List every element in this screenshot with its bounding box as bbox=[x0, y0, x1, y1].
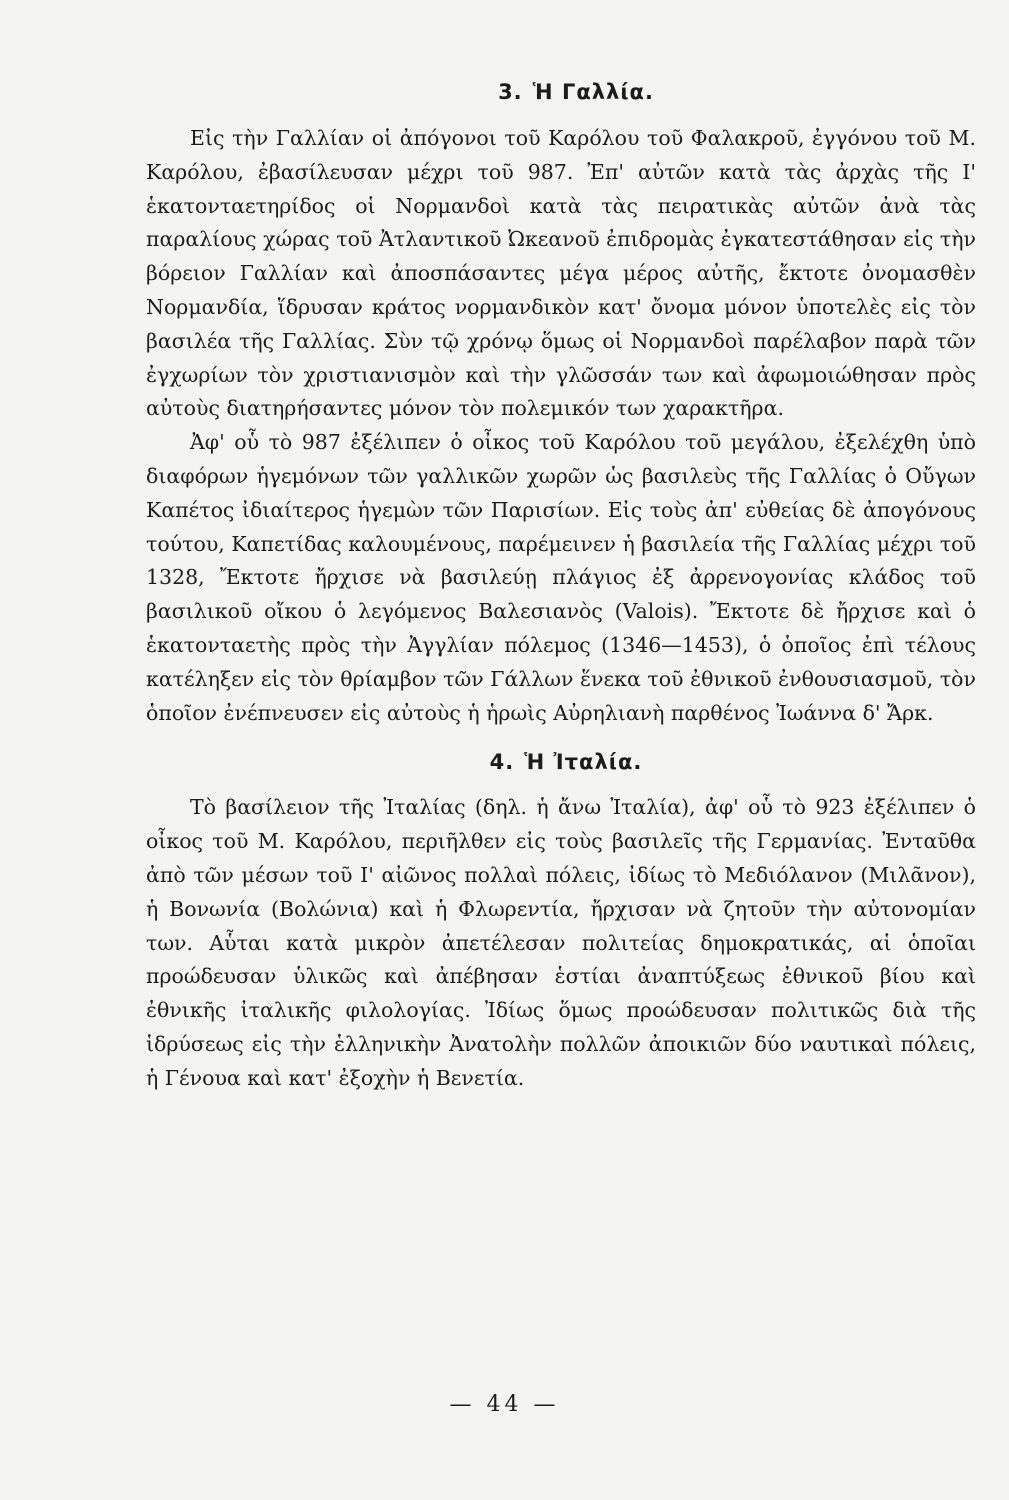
page-number: — 44 — bbox=[449, 1392, 560, 1417]
paragraph: Εἰς τὴν Γαλλίαν οἱ ἀπόγονοι τοῦ Καρόλου τοῦ Φαλακροῦ, ἐγγόνου τοῦ Μ. Καρόλου, ἐβασίλευσαν μέχρι τοῦ 987. Ἐπ' αὐτῶν κατὰ τὰς ἀρχὰς τῆς Ι' ἑκατονταετηρίδος οἱ Νορμανδοὶ κατὰ τὰς πειρατικὰς αὐτῶν ἀνὰ τὰς παραλίους χώρας τοῦ Ἀτλαντικοῦ Ὠκεανοῦ ἐπιδρομὰς ἐγκατεστάθησαν εἰς τὴν βόρειον Γαλλίαν καὶ ἀποσπάσαντες μέγα μέρος αὐτῆς, ἔκτοτε ὀνομασθὲν Νορμανδία, ἵδρυσαν κράτος νορμανδικὸν κατ' ὄνομα μόνον ὑποτελὲς εἰς τὸν βασιλέα τῆς Γαλλίας. Σὺν τῷ χρόνῳ ὅμως οἱ Νορμανδοὶ παρέλαβον παρὰ τῶν ἐγχωρίων τὸν χριστιανισμὸν καὶ τὴν γλῶσσάν των καὶ ἀφωμοιώθησαν πρὸς αὐτοὺς διατηρήσαντες μόνον τὸν πολεμικόν των χαρακτῆρα. bbox=[146, 126, 976, 421]
paragraph: Ἀφ' οὗ τὸ 987 ἐξέλιπεν ὁ οἶκος τοῦ Καρόλου τοῦ μεγάλου, ἐξελέχθη ὑπὸ διαφόρων ἡγεμόνων τῶν γαλλικῶν χωρῶν ὡς βασιλεὺς τῆς Γαλλίας ὁ Οὔγων Καπέτος ἰδιαίτερος ἡγεμὼν τῶν Παρισίων. Εἰς τοὺς ἀπ' εὐθείας δὲ ἀπογόνους τούτου, Καπετίδας καλουμένους, παρέμεινεν ἡ βασιλεία τῆς Γαλλίας μέχρι τοῦ 1328, Ἔκτοτε ἤρχισε νὰ βασιλεύῃ πλάγιος ἐξ ἀρρενογονίας κλάδος τοῦ βασιλικοῦ οἴκου ὁ λεγόμενος Βαλεσιανὸς (Valois). Ἔκτοτε δὲ ἤρχισε καὶ ὁ ἑκατονταετὴς πρὸς τὴν Ἀγγλίαν πόλεμος (1346—1453), ὁ ὁποῖος ἐπὶ τέλους κατέληξεν εἰς τὸν θρίαμβον τῶν Γάλλων ἕνεκα τοῦ ἐθνικοῦ ἐνθουσιασμοῦ, τὸν ὁποῖον ἐνέπνευσεν εἰς αὐτοὺς ἡ ἡρωὶς Αὐρηλιανὴ παρθένος Ἰωάννα δ' Ἄρκ. bbox=[146, 430, 976, 725]
section-heading-france bbox=[176, 80, 976, 104]
section-heading-italy bbox=[156, 750, 976, 774]
section-title: Ἡ Ἰταλία. bbox=[524, 750, 643, 775]
paragraph: Τὸ βασίλειον τῆς Ἰταλίας (δηλ. ἡ ἄνω Ἰταλία), ἀφ' οὗ τὸ 923 ἐξέλιπεν ὁ οἶκος τοῦ Μ. Καρόλου, περιῆλθεν εἰς τοὺς βασιλεῖς τῆς Γερμανίας. Ἐνταῦθα ἀπὸ τῶν μέσων τοῦ Ι' αἰῶνος πολλαὶ πόλεις, ἰδίως τὸ Μεδιόλανον (Μιλᾶνον), ἡ Βονωνία (Βολώνια) καὶ ἡ Φλωρεντία, ἤρχισαν νὰ ζητοῦν τὴν αὐτονομίαν των. Αὗται κατὰ μικρὸν ἀπετέλεσαν πολιτείας δημοκρατικάς, αἱ ὁποῖαι προώδευσαν ὑλικῶς καὶ ἀπέβησαν ἑστίαι ἀναπτύξεως ἐθνικοῦ βίου καὶ ἐθνικῆς ἰταλικῆς φιλολογίας. Ἰδίως ὅμως προώδευσαν πολιτικῶς διὰ τῆς ἱδρύσεως εἰς τὴν ἑλληνικὴν Ἀνατολὴν πολλῶν ἀποικιῶν δύο ναυτικαὶ πόλεις, ἡ Γένουα καὶ κατ' ἐξοχὴν ἡ Βενετία. bbox=[146, 795, 976, 1090]
section-number: 4. bbox=[489, 750, 515, 775]
section-number: 3. bbox=[498, 80, 523, 104]
section-title: Ἡ Γαλλία. bbox=[532, 80, 654, 104]
page-content bbox=[146, 70, 976, 1096]
